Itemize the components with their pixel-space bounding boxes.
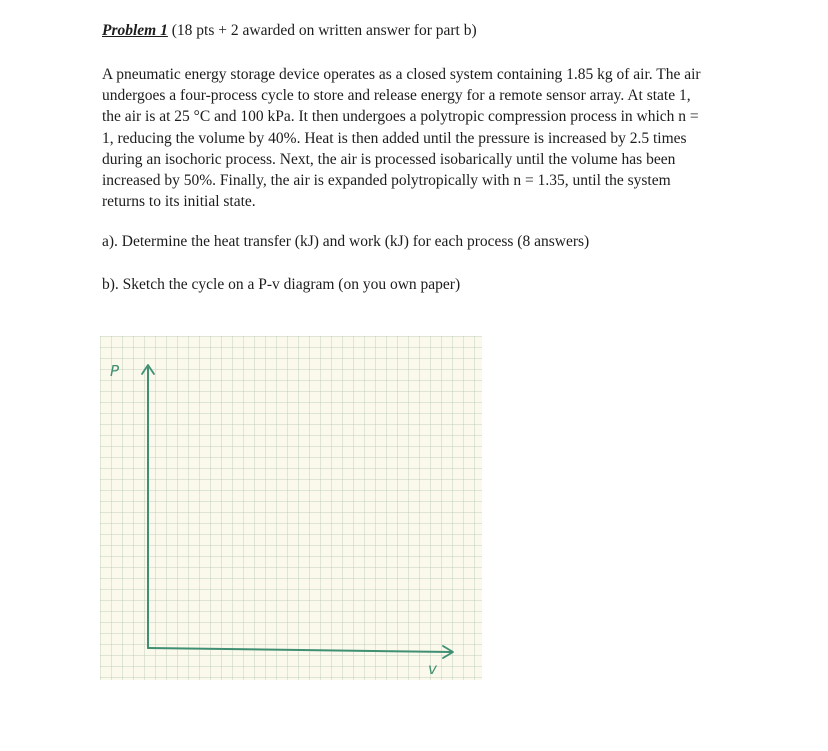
part-a-question: a). Determine the heat transfer (kJ) and work (kJ) for each process (8 answers) [102, 233, 590, 250]
points-note: (18 pts + 2 awarded on written answer for part b) [167, 22, 477, 39]
statement-line: during an isochoric process. Next, the air is processed isobarically until the volume has been [102, 150, 676, 168]
volume-axis-line [148, 648, 452, 652]
statement-line: A pneumatic energy storage device operates as a closed system containing 1.85 kg of air. The air [102, 66, 701, 83]
problem-statement [102, 64, 762, 212]
problem-label: Problem 1 [102, 22, 168, 39]
part-b-question: b). Sketch the cycle on a P-v diagram (on you own paper) [102, 276, 461, 293]
pressure-axis-label: P [110, 362, 120, 380]
volume-axis-label: v [428, 660, 437, 678]
statement-line: increased by 50%. Finally, the air is expanded polytropically with n = 1.35, until the system [102, 172, 671, 190]
statement-line: 1, reducing the volume by 40%. Heat is then added until the pressure is increased by 2.5 times [102, 129, 687, 147]
statement-line: undergoes a four-process cycle to store and release energy for a remote sensor array. At state 1, [102, 87, 691, 105]
statement-line: returns to its initial state. [102, 193, 256, 211]
pv-sketch-grid [100, 336, 482, 680]
pv-sketch [100, 336, 482, 680]
statement-line: the air is at 25 °C and 100 kPa. It then undergoes a polytropic compression process in which n = [102, 108, 699, 126]
problem-heading [102, 22, 477, 40]
